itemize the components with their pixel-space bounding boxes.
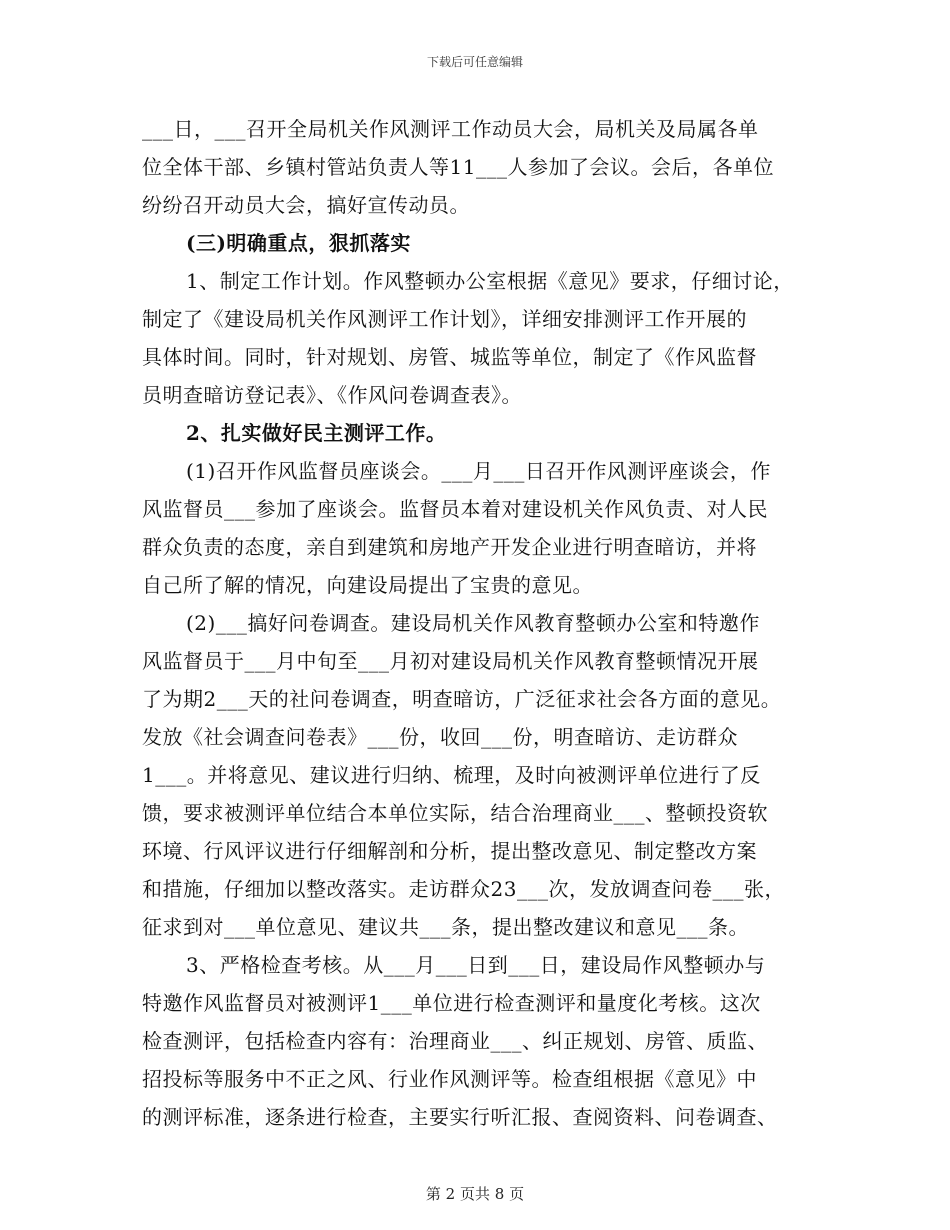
text-line: 征求到对___单位意见、建议共___条，提出整改建议和意见___条。 bbox=[142, 915, 749, 939]
text-line: 1___。并将意见、建议进行归纳、梳理，及时向被测评单位进行了反 bbox=[142, 763, 761, 787]
text-line: 了为期2___天的社问卷调查，明查暗访，广泛征求社会各方面的意见。 bbox=[142, 687, 782, 711]
text-line: 发放《社会调查问卷表》___份，收回___份，明查暗访、走访群众 bbox=[142, 725, 738, 749]
document-body bbox=[142, 110, 822, 1136]
text-line: 特邀作风监督员对被测评1___单位进行检查测评和量度化考核。这次 bbox=[142, 991, 761, 1015]
text-line: 群众负责的态度，亲自到建筑和房地产开发企业进行明查暗访，并将 bbox=[142, 535, 757, 559]
text-line: 1、制定工作计划。作风整顿办公室根据《意见》要求，仔细讨论， bbox=[186, 269, 794, 293]
text-line: 3、严格检查考核。从___月___日到___日，建设局作风整顿办与 bbox=[186, 953, 766, 977]
text-line: ___日，___召开全局机关作风测评工作动员大会，局机关及局属各单 bbox=[142, 117, 759, 141]
text-line: 风监督员___参加了座谈会。监督员本着对建设机关作风负责、对人民 bbox=[142, 497, 768, 521]
text-line: 馈，要求被测评单位结合本单位实际，结合治理商业___、整顿投资软 bbox=[142, 801, 768, 825]
text-line: (2)___搞好问卷调查。建设局机关作风教育整顿办公室和特邀作 bbox=[186, 611, 760, 635]
page-header: 下载后可任意编辑 bbox=[426, 55, 523, 69]
text-line: 风监督员于___月中旬至___月初对建设局机关作风教育整顿情况开展 bbox=[142, 649, 759, 673]
page-number: 第 2 页共 8 页 bbox=[425, 1185, 525, 1203]
section-heading: (三)明确重点，狠抓落实 bbox=[186, 231, 411, 255]
text-line: 自己所了解的情况，向建设局提出了宝贵的意见。 bbox=[142, 573, 593, 597]
text-line: 纷纷召开动员大会，搞好宣传动员。 bbox=[142, 193, 470, 217]
text-line: 的测评标准，逐条进行检查，主要实行听汇报、查阅资料、问卷调查、 bbox=[142, 1105, 778, 1129]
text-line: 招投标等服务中不正之风、行业作风测评等。检查组根据《意见》中 bbox=[142, 1067, 757, 1091]
text-line: 员明查暗访登记表》、《作风问卷调查表》。 bbox=[142, 383, 522, 407]
text-line: 检查测评，包括检查内容有：治理商业___、纠正规划、房管、质监、 bbox=[142, 1029, 768, 1053]
text-line: 具体时间。同时，针对规划、房管、城监等单位，制定了《作风监督 bbox=[142, 345, 757, 369]
text-line: (1)召开作风监督员座谈会。___月___日召开作风测评座谈会，作 bbox=[186, 459, 771, 483]
text-line: 环境、行风评议进行仔细解剖和分析，提出整改意见、制定整改方案 bbox=[142, 839, 757, 863]
text-line: 制定了《建设局机关作风测评工作计划》，详细安排测评工作开展的 bbox=[142, 307, 747, 331]
subsection-heading: 2、扎实做好民主测评工作。 bbox=[186, 421, 447, 445]
text-line: 位全体干部、乡镇村管站负责人等11___人参加了会议。会后，各单位 bbox=[142, 155, 774, 179]
text-line: 和措施，仔细加以整改落实。走访群众23___次，发放调查问卷___张， bbox=[142, 877, 785, 901]
